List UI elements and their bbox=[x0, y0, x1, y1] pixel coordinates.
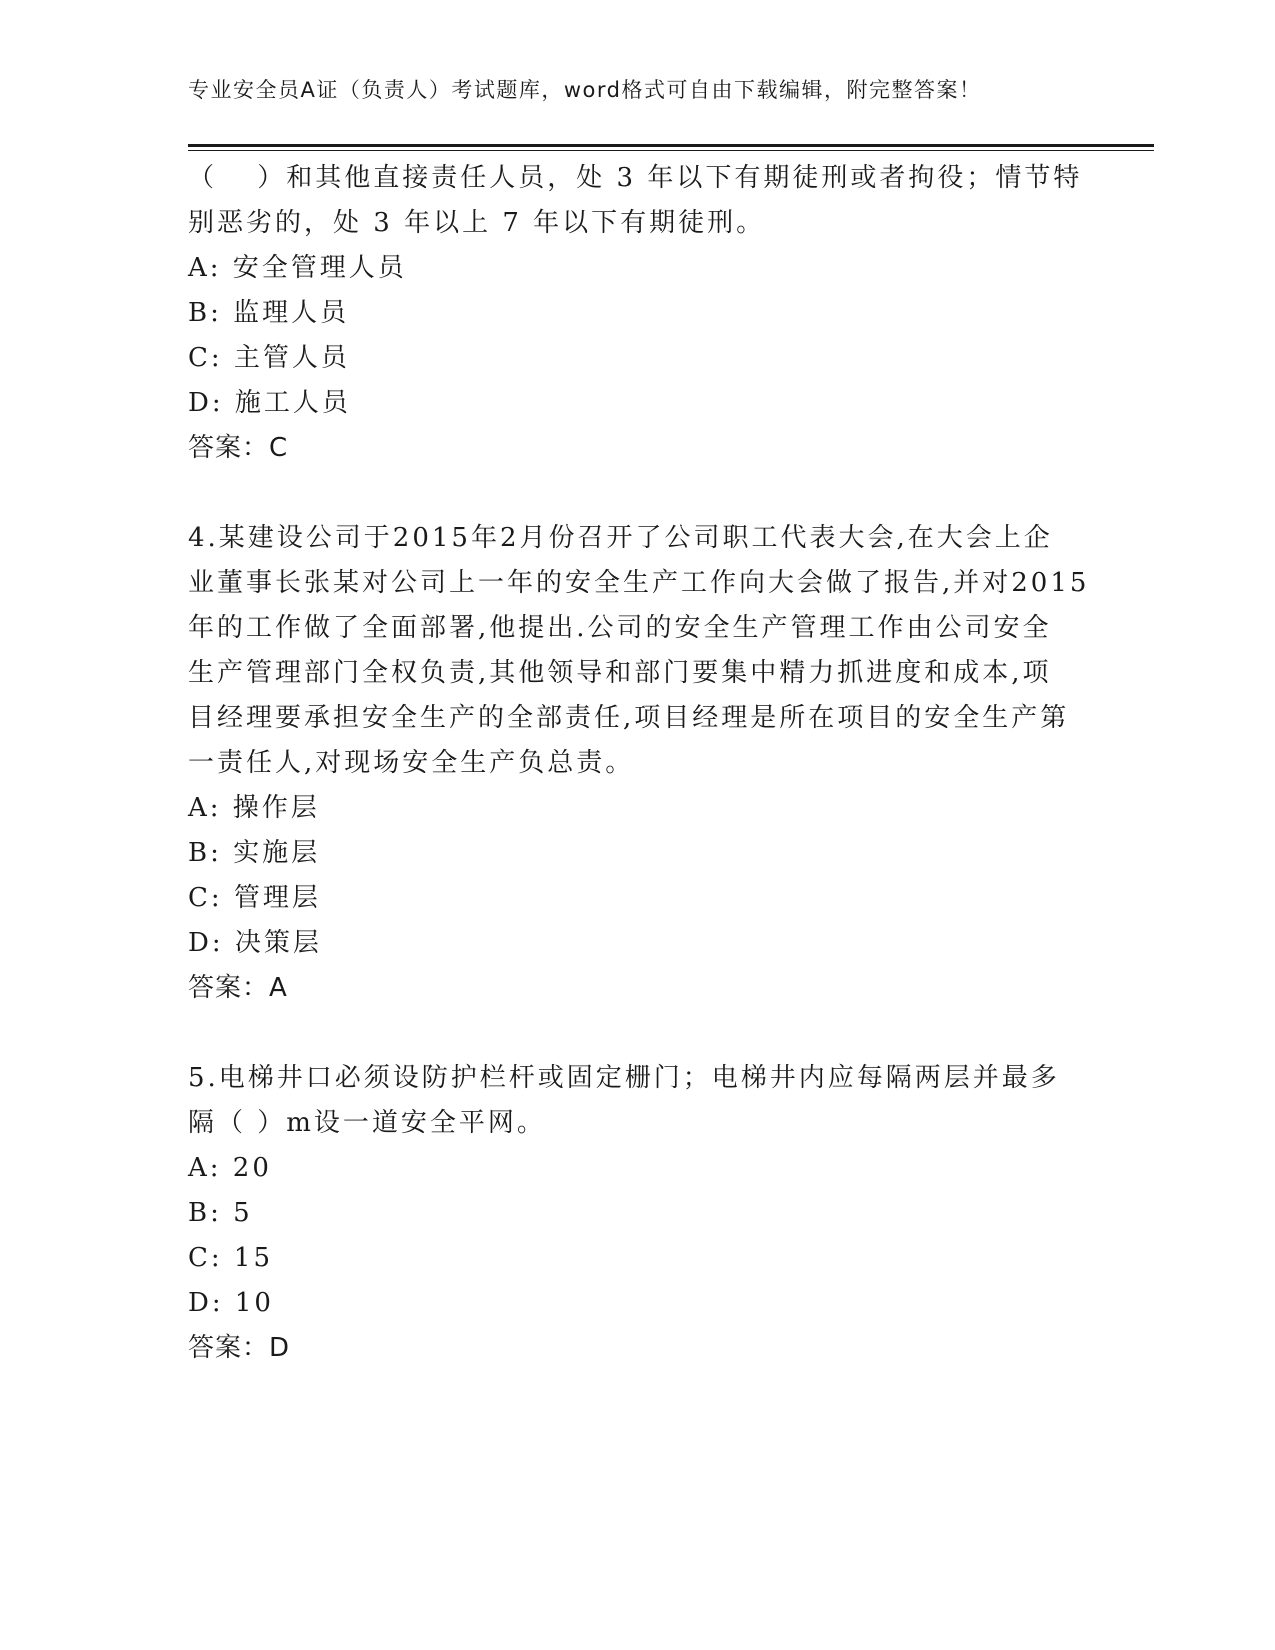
option-a: A: 安全管理人员 bbox=[188, 253, 407, 283]
question-text-line: 4.某建设公司于2015年2月份召开了公司职工代表大会,在大会上企 bbox=[188, 523, 1053, 553]
option-a: A: 20 bbox=[188, 1153, 272, 1183]
question-text-line: 目经理要承担安全生产的全部责任,项目经理是所在项目的安全生产第 bbox=[188, 703, 1070, 733]
question-text-line: 别恶劣的，处 3 年以上 7 年以下有期徒刑。 bbox=[188, 208, 766, 238]
option-a: A: 操作层 bbox=[188, 793, 320, 823]
option-c: C: 15 bbox=[188, 1243, 274, 1273]
option-b: B: 实施层 bbox=[188, 838, 321, 868]
question-block bbox=[188, 516, 1088, 1011]
question-block bbox=[188, 1056, 1088, 1371]
option-d: D: 决策层 bbox=[188, 928, 322, 958]
spacer bbox=[188, 1011, 1088, 1056]
answer-line: 答案：D bbox=[188, 1333, 291, 1363]
spacer bbox=[188, 471, 1088, 516]
header-rule-thick bbox=[188, 144, 1154, 147]
header-rule-thin bbox=[188, 150, 1154, 151]
page-header: 专业安全员A证（负责人）考试题库，word格式可自由下载编辑，附完整答案！ bbox=[188, 78, 982, 102]
answer-line: 答案：A bbox=[188, 973, 288, 1003]
question-text-line: 隔（ ）m设一道安全平网。 bbox=[188, 1108, 546, 1138]
question-text-line: 年的工作做了全面部署,他提出.公司的安全生产管理工作由公司安全 bbox=[188, 613, 1052, 643]
question-text-line: （ ）和其他直接责任人员，处 3 年以下有期徒刑或者拘役；情节特 bbox=[188, 163, 1083, 193]
question-text-line: 5.电梯井口必须设防护栏杆或固定栅门；电梯井内应每隔两层并最多 bbox=[188, 1063, 1060, 1093]
option-c: C: 主管人员 bbox=[188, 343, 350, 373]
option-b: B: 监理人员 bbox=[188, 298, 350, 328]
question-text-line: 生产管理部门全权负责,其他领导和部门要集中精力抓进度和成本,项 bbox=[188, 658, 1052, 688]
question-block bbox=[188, 156, 1088, 471]
option-d: D: 施工人员 bbox=[188, 388, 351, 418]
question-list bbox=[188, 156, 1088, 1371]
answer-line: 答案：C bbox=[188, 433, 289, 463]
option-c: C: 管理层 bbox=[188, 883, 321, 913]
option-d: D: 10 bbox=[188, 1288, 274, 1318]
question-text-line: 业董事长张某对公司上一年的安全生产工作向大会做了报告,并对2015 bbox=[188, 568, 1090, 598]
question-text-line: 一责任人,对现场安全生产负总责。 bbox=[188, 748, 635, 778]
option-b: B: 5 bbox=[188, 1198, 253, 1228]
